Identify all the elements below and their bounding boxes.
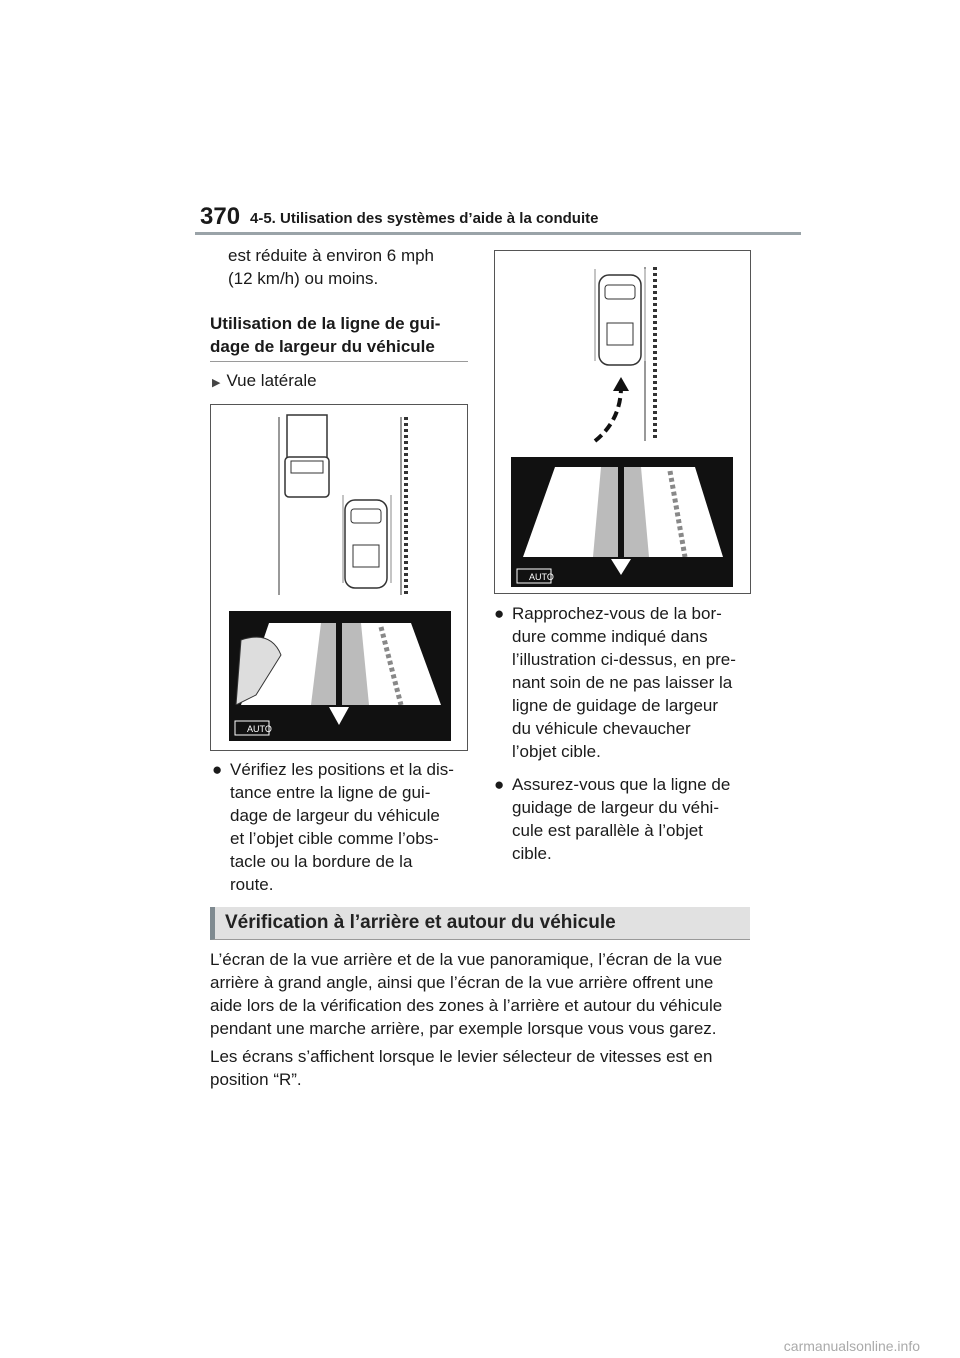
bullet-icon: ● [494, 775, 505, 794]
header-divider [195, 232, 801, 235]
bullet-line: cible. [512, 844, 552, 863]
bullet-line: ligne de guidage de largeur [512, 696, 719, 715]
bullet-line: dage de largeur du véhicule [230, 806, 440, 825]
bullet-icon: ● [494, 604, 505, 623]
bullet-line: cule est parallèle à l’objet [512, 821, 703, 840]
list-item [494, 602, 754, 763]
auto-badge: AUTO [247, 724, 272, 734]
page-number: 370 [200, 203, 241, 230]
bullet-line: tance entre la ligne de gui- [230, 783, 431, 802]
paragraph [210, 1045, 770, 1091]
bullet-line: guidage de largeur du véhi- [512, 798, 719, 817]
bullet-line: dure comme indiqué dans [512, 627, 708, 646]
arrow-item-label: Vue latérale [226, 371, 317, 390]
subheading [210, 306, 468, 358]
paragraph-line: pendant une marche arrière, par exemple lorsque vous vous garez. [210, 1019, 717, 1038]
bullet-text [512, 602, 736, 763]
bullet-line: Assurez-vous que la ligne de [512, 775, 731, 794]
paragraph-line: arrière à grand angle, ainsi que l’écran de la vue arrière offrent une [210, 973, 714, 992]
bullet-line: Rapprochez-vous de la bor- [512, 604, 722, 623]
approach-illustration [495, 251, 750, 593]
list-item [494, 773, 754, 865]
bullet-line: l’illustration ci-dessus, en pre- [512, 650, 736, 669]
list-item [212, 758, 472, 896]
subheading-line: Utilisation de la ligne de gui- [210, 314, 441, 333]
watermark: carmanualsonline.info [783, 1338, 920, 1354]
left-bullet [212, 758, 472, 896]
intro-line: est réduite à environ 6 mph [228, 246, 435, 265]
subheading-box [210, 306, 468, 362]
bullet-line: et l’objet cible comme l’obs- [230, 829, 439, 848]
bullet-line: l’objet cible. [512, 742, 601, 761]
arrow-item [212, 369, 317, 395]
intro-text [228, 244, 434, 290]
auto-badge: AUTO [529, 572, 554, 582]
bullet-text [512, 773, 730, 865]
bullet-text [230, 758, 454, 896]
section-title: 4-5. Utilisation des systèmes d’aide à la conduite [250, 210, 599, 227]
intro-line: (12 km/h) ou moins. [228, 269, 379, 288]
bullet-line: nant soin de ne pas laisser la [512, 673, 733, 692]
arrow-right-icon: ▶ [212, 377, 221, 389]
bullet-line: tacle ou la bordure de la [230, 852, 413, 871]
right-bullets [494, 602, 754, 865]
bullet-line: du véhicule chevaucher [512, 719, 691, 738]
paragraph-line: Les écrans s’affichent lorsque le levier sélecteur de vitesses est en [210, 1047, 713, 1066]
section-heading-text: Vérification à l’arrière et autour du véhicule [225, 912, 616, 933]
paragraph [210, 948, 770, 1040]
paragraph-line: L’écran de la vue arrière et de la vue panoramique, l’écran de la vue [210, 950, 723, 969]
bullet-line: route. [230, 875, 274, 894]
side-view-figure [210, 404, 468, 751]
side-view-illustration [211, 405, 467, 750]
section-heading [210, 907, 750, 940]
approach-figure [494, 250, 751, 594]
paragraph-line: position “R”. [210, 1070, 302, 1089]
bullet-line: Vérifiez les positions et la dis- [230, 760, 454, 779]
paragraph-line: aide lors de la vérification des zones à l’arrière et autour du véhicule [210, 996, 723, 1015]
subheading-line: dage de largeur du véhicule [210, 337, 435, 356]
bullet-icon: ● [212, 760, 223, 779]
